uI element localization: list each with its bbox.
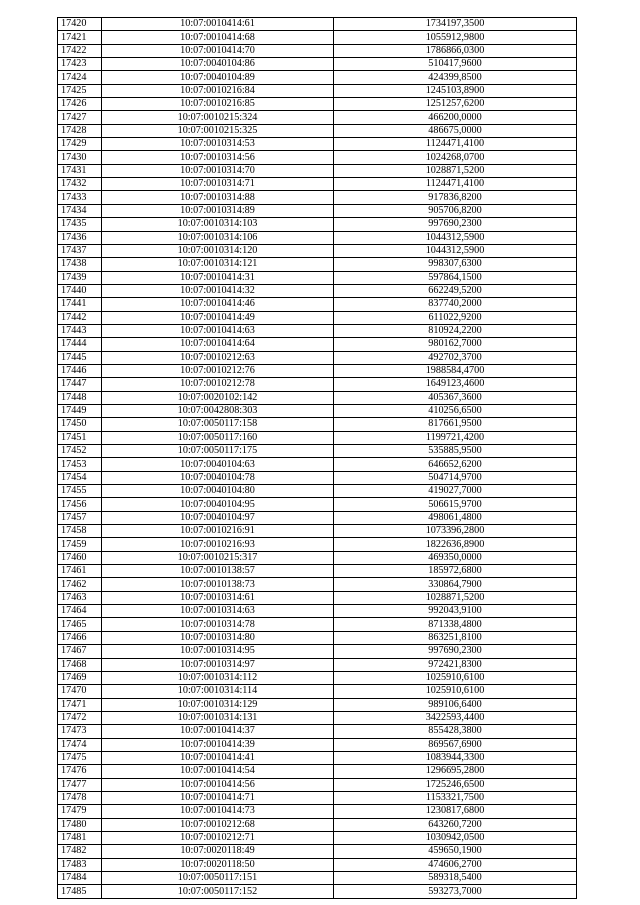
table-row (58, 658, 577, 671)
row-number-cell: 17431 (58, 164, 102, 177)
cadastral-value-cell: 643260,7200 (334, 818, 577, 831)
cadastral-value-cell: 980162,7000 (334, 338, 577, 351)
cadastral-number-cell: 10:07:0010414:32 (102, 284, 334, 297)
cadastral-value-cell: 410256,6500 (334, 404, 577, 417)
cadastral-number-cell: 10:07:0010414:73 (102, 805, 334, 818)
cadastral-number-cell: 10:07:0010314:95 (102, 645, 334, 658)
cadastral-value-cell: 611022,9200 (334, 311, 577, 324)
cadastral-number-cell: 10:07:0010314:89 (102, 204, 334, 217)
cadastral-number-cell: 10:07:0040104:95 (102, 498, 334, 511)
cadastral-value-cell: 1734197,3500 (334, 18, 577, 31)
table-row (58, 605, 577, 618)
table-row (58, 204, 577, 217)
row-number-cell: 17430 (58, 151, 102, 164)
row-number-cell: 17470 (58, 685, 102, 698)
cadastral-number-cell: 10:07:0042808:303 (102, 404, 334, 417)
cadastral-value-cell: 1725246,6500 (334, 778, 577, 791)
cadastral-value-cell: 185972,6800 (334, 565, 577, 578)
cadastral-number-cell: 10:07:0010314:61 (102, 591, 334, 604)
cadastral-number-cell: 10:07:0010138:73 (102, 578, 334, 591)
row-number-cell: 17461 (58, 565, 102, 578)
table-row (58, 418, 577, 431)
row-number-cell: 17459 (58, 538, 102, 551)
cadastral-value-cell: 597864,1500 (334, 271, 577, 284)
table-row (58, 498, 577, 511)
row-number-cell: 17475 (58, 751, 102, 764)
row-number-cell: 17473 (58, 725, 102, 738)
table-row (58, 298, 577, 311)
cadastral-number-cell: 10:07:0010215:324 (102, 111, 334, 124)
cadastral-number-cell: 10:07:0010414:39 (102, 738, 334, 751)
table-row (58, 738, 577, 751)
cadastral-value-cell: 1199721,4200 (334, 431, 577, 444)
cadastral-value-cell: 3422593,4400 (334, 711, 577, 724)
table-row (58, 685, 577, 698)
row-number-cell: 17439 (58, 271, 102, 284)
cadastral-value-cell: 466200,0000 (334, 111, 577, 124)
cadastral-value-cell: 593273,7000 (334, 885, 577, 898)
cadastral-number-cell: 10:07:0010414:37 (102, 725, 334, 738)
cadastral-number-cell: 10:07:0010212:78 (102, 378, 334, 391)
table-row (58, 218, 577, 231)
row-number-cell: 17482 (58, 845, 102, 858)
cadastral-value-cell: 535885,9500 (334, 445, 577, 458)
row-number-cell: 17485 (58, 885, 102, 898)
table-row (58, 98, 577, 111)
table-row (58, 364, 577, 377)
table-row (58, 124, 577, 137)
cadastral-value-cell: 504714,9700 (334, 471, 577, 484)
cadastral-number-cell: 10:07:0010314:121 (102, 258, 334, 271)
cadastral-number-cell: 10:07:0010212:76 (102, 364, 334, 377)
cadastral-value-cell: 1030942,0500 (334, 831, 577, 844)
cadastral-value-cell: 405367,3600 (334, 391, 577, 404)
row-number-cell: 17480 (58, 818, 102, 831)
row-number-cell: 17440 (58, 284, 102, 297)
table-row (58, 378, 577, 391)
cadastral-number-cell: 10:07:0010314:63 (102, 605, 334, 618)
table-row (58, 845, 577, 858)
cadastral-value-cell: 1153321,7500 (334, 791, 577, 804)
cadastral-value-table (57, 17, 577, 899)
cadastral-number-cell: 10:07:0040104:63 (102, 458, 334, 471)
cadastral-value-cell: 972421,8300 (334, 658, 577, 671)
cadastral-number-cell: 10:07:0010414:64 (102, 338, 334, 351)
cadastral-value-cell: 1028871,5200 (334, 164, 577, 177)
cadastral-number-cell: 10:07:0010314:71 (102, 178, 334, 191)
table-row (58, 818, 577, 831)
row-number-cell: 17474 (58, 738, 102, 751)
table-row (58, 725, 577, 738)
cadastral-value-cell: 871338,4800 (334, 618, 577, 631)
cadastral-value-cell: 469350,0000 (334, 551, 577, 564)
cadastral-value-cell: 905706,8200 (334, 204, 577, 217)
table-row (58, 711, 577, 724)
row-number-cell: 17442 (58, 311, 102, 324)
cadastral-value-cell: 1245103,8900 (334, 84, 577, 97)
row-number-cell: 17468 (58, 658, 102, 671)
cadastral-number-cell: 10:07:0050117:158 (102, 418, 334, 431)
row-number-cell: 17426 (58, 98, 102, 111)
row-number-cell: 17456 (58, 498, 102, 511)
cadastral-number-cell: 10:07:0010314:97 (102, 658, 334, 671)
row-number-cell: 17449 (58, 404, 102, 417)
cadastral-value-cell: 855428,3800 (334, 725, 577, 738)
cadastral-value-cell: 330864,7900 (334, 578, 577, 591)
table-row (58, 31, 577, 44)
table-row (58, 71, 577, 84)
cadastral-number-cell: 10:07:0010414:41 (102, 751, 334, 764)
cadastral-value-cell: 1028871,5200 (334, 591, 577, 604)
cadastral-number-cell: 10:07:0010414:31 (102, 271, 334, 284)
cadastral-number-cell: 10:07:0010216:84 (102, 84, 334, 97)
row-number-cell: 17443 (58, 324, 102, 337)
cadastral-value-cell: 419027,7000 (334, 485, 577, 498)
cadastral-number-cell: 10:07:0010216:91 (102, 525, 334, 538)
cadastral-number-cell: 10:07:0010314:56 (102, 151, 334, 164)
table-row (58, 791, 577, 804)
cadastral-number-cell: 10:07:0020118:49 (102, 845, 334, 858)
cadastral-value-cell: 997690,2300 (334, 645, 577, 658)
row-number-cell: 17438 (58, 258, 102, 271)
cadastral-number-cell: 10:07:0010314:80 (102, 631, 334, 644)
cadastral-number-cell: 10:07:0010414:61 (102, 18, 334, 31)
row-number-cell: 17481 (58, 831, 102, 844)
cadastral-value-cell: 1124471,4100 (334, 178, 577, 191)
row-number-cell: 17457 (58, 511, 102, 524)
table-row (58, 391, 577, 404)
cadastral-number-cell: 10:07:0010314:112 (102, 671, 334, 684)
table-row (58, 565, 577, 578)
table-row (58, 191, 577, 204)
cadastral-value-cell: 1044312,5900 (334, 231, 577, 244)
row-number-cell: 17433 (58, 191, 102, 204)
cadastral-value-cell: 1025910,6100 (334, 685, 577, 698)
cadastral-value-cell: 869567,6900 (334, 738, 577, 751)
cadastral-value-cell: 1296695,2800 (334, 765, 577, 778)
row-number-cell: 17466 (58, 631, 102, 644)
cadastral-value-cell: 1024268,0700 (334, 151, 577, 164)
cadastral-value-cell: 1055912,9800 (334, 31, 577, 44)
table-row (58, 351, 577, 364)
row-number-cell: 17445 (58, 351, 102, 364)
table-row (58, 485, 577, 498)
table-row (58, 324, 577, 337)
row-number-cell: 17465 (58, 618, 102, 631)
row-number-cell: 17427 (58, 111, 102, 124)
table-row (58, 271, 577, 284)
cadastral-value-cell: 589318,5400 (334, 872, 577, 885)
row-number-cell: 17420 (58, 18, 102, 31)
cadastral-number-cell: 10:07:0010314:106 (102, 231, 334, 244)
table-row (58, 231, 577, 244)
cadastral-number-cell: 10:07:0010314:114 (102, 685, 334, 698)
row-number-cell: 17467 (58, 645, 102, 658)
cadastral-number-cell: 10:07:0010314:129 (102, 698, 334, 711)
cadastral-value-cell: 459650,1900 (334, 845, 577, 858)
cadastral-value-cell: 1230817,6800 (334, 805, 577, 818)
cadastral-number-cell: 10:07:0050117:151 (102, 872, 334, 885)
table-row (58, 404, 577, 417)
cadastral-number-cell: 10:07:0020102:142 (102, 391, 334, 404)
cadastral-value-cell: 997690,2300 (334, 218, 577, 231)
row-number-cell: 17434 (58, 204, 102, 217)
table-row (58, 538, 577, 551)
cadastral-number-cell: 10:07:0010414:68 (102, 31, 334, 44)
table-row (58, 631, 577, 644)
cadastral-number-cell: 10:07:0050117:152 (102, 885, 334, 898)
cadastral-number-cell: 10:07:0010314:120 (102, 244, 334, 257)
table-row (58, 471, 577, 484)
table-row (58, 431, 577, 444)
cadastral-value-cell: 506615,9700 (334, 498, 577, 511)
cadastral-number-cell: 10:07:0010314:78 (102, 618, 334, 631)
cadastral-number-cell: 10:07:0040104:86 (102, 58, 334, 71)
cadastral-value-cell: 510417,9600 (334, 58, 577, 71)
table-row (58, 58, 577, 71)
row-number-cell: 17477 (58, 778, 102, 791)
table-row (58, 151, 577, 164)
cadastral-value-cell: 492702,3700 (334, 351, 577, 364)
cadastral-number-cell: 10:07:0010138:57 (102, 565, 334, 578)
cadastral-value-cell: 1124471,4100 (334, 138, 577, 151)
cadastral-value-cell: 424399,8500 (334, 71, 577, 84)
table-row (58, 751, 577, 764)
row-number-cell: 17471 (58, 698, 102, 711)
cadastral-value-cell: 646652,6200 (334, 458, 577, 471)
row-number-cell: 17479 (58, 805, 102, 818)
cadastral-value-cell: 1251257,6200 (334, 98, 577, 111)
table-row (58, 338, 577, 351)
cadastral-value-cell: 1044312,5900 (334, 244, 577, 257)
cadastral-value-cell: 662249,5200 (334, 284, 577, 297)
cadastral-number-cell: 10:07:0010215:317 (102, 551, 334, 564)
row-number-cell: 17432 (58, 178, 102, 191)
row-number-cell: 17425 (58, 84, 102, 97)
cadastral-number-cell: 10:07:0010314:131 (102, 711, 334, 724)
cadastral-number-cell: 10:07:0040104:89 (102, 71, 334, 84)
row-number-cell: 17483 (58, 858, 102, 871)
cadastral-number-cell: 10:07:0010314:103 (102, 218, 334, 231)
cadastral-number-cell: 10:07:0010215:325 (102, 124, 334, 137)
cadastral-value-cell: 474606,2700 (334, 858, 577, 871)
table-row (58, 591, 577, 604)
row-number-cell: 17460 (58, 551, 102, 564)
table-row (58, 138, 577, 151)
table-row (58, 885, 577, 898)
table-row (58, 578, 577, 591)
table-row (58, 284, 577, 297)
table-row (58, 44, 577, 57)
cadastral-value-cell: 992043,9100 (334, 605, 577, 618)
cadastral-number-cell: 10:07:0010216:85 (102, 98, 334, 111)
cadastral-value-cell: 1988584,4700 (334, 364, 577, 377)
table-row (58, 511, 577, 524)
table-row (58, 18, 577, 31)
row-number-cell: 17450 (58, 418, 102, 431)
cadastral-value-cell: 1025910,6100 (334, 671, 577, 684)
table-row (58, 765, 577, 778)
cadastral-number-cell: 10:07:0010314:70 (102, 164, 334, 177)
row-number-cell: 17436 (58, 231, 102, 244)
cadastral-value-cell: 1822636,8900 (334, 538, 577, 551)
cadastral-value-cell: 498061,4800 (334, 511, 577, 524)
row-number-cell: 17422 (58, 44, 102, 57)
row-number-cell: 17451 (58, 431, 102, 444)
table-row (58, 778, 577, 791)
table-row (58, 671, 577, 684)
table-row (58, 551, 577, 564)
row-number-cell: 17453 (58, 458, 102, 471)
cadastral-number-cell: 10:07:0010414:70 (102, 44, 334, 57)
cadastral-number-cell: 10:07:0010212:63 (102, 351, 334, 364)
cadastral-value-cell: 998307,6300 (334, 258, 577, 271)
cadastral-number-cell: 10:07:0040104:78 (102, 471, 334, 484)
row-number-cell: 17423 (58, 58, 102, 71)
row-number-cell: 17463 (58, 591, 102, 604)
cadastral-value-cell: 1073396,2800 (334, 525, 577, 538)
table-row (58, 84, 577, 97)
cadastral-value-cell: 989106,6400 (334, 698, 577, 711)
row-number-cell: 17444 (58, 338, 102, 351)
row-number-cell: 17447 (58, 378, 102, 391)
row-number-cell: 17428 (58, 124, 102, 137)
table-row (58, 244, 577, 257)
row-number-cell: 17437 (58, 244, 102, 257)
table-row (58, 645, 577, 658)
table-row (58, 445, 577, 458)
table-row (58, 178, 577, 191)
row-number-cell: 17455 (58, 485, 102, 498)
row-number-cell: 17441 (58, 298, 102, 311)
row-number-cell: 17462 (58, 578, 102, 591)
cadastral-number-cell: 10:07:0040104:80 (102, 485, 334, 498)
cadastral-number-cell: 10:07:0050117:175 (102, 445, 334, 458)
row-number-cell: 17476 (58, 765, 102, 778)
row-number-cell: 17469 (58, 671, 102, 684)
row-number-cell: 17421 (58, 31, 102, 44)
cadastral-number-cell: 10:07:0050117:160 (102, 431, 334, 444)
table-row (58, 525, 577, 538)
row-number-cell: 17478 (58, 791, 102, 804)
cadastral-value-cell: 917836,8200 (334, 191, 577, 204)
row-number-cell: 17458 (58, 525, 102, 538)
cadastral-number-cell: 10:07:0010314:53 (102, 138, 334, 151)
cadastral-value-cell: 1083944,3300 (334, 751, 577, 764)
cadastral-value-cell: 486675,0000 (334, 124, 577, 137)
table-body (58, 18, 577, 899)
row-number-cell: 17454 (58, 471, 102, 484)
cadastral-value-cell: 837740,2000 (334, 298, 577, 311)
cadastral-number-cell: 10:07:0010212:71 (102, 831, 334, 844)
row-number-cell: 17435 (58, 218, 102, 231)
cadastral-value-cell: 810924,2200 (334, 324, 577, 337)
table-row (58, 805, 577, 818)
table-row (58, 618, 577, 631)
row-number-cell: 17446 (58, 364, 102, 377)
cadastral-value-cell: 817661,9500 (334, 418, 577, 431)
table-row (58, 831, 577, 844)
row-number-cell: 17484 (58, 872, 102, 885)
table-row (58, 872, 577, 885)
cadastral-number-cell: 10:07:0010216:93 (102, 538, 334, 551)
row-number-cell: 17472 (58, 711, 102, 724)
cadastral-number-cell: 10:07:0010314:88 (102, 191, 334, 204)
table-row (58, 858, 577, 871)
cadastral-number-cell: 10:07:0040104:97 (102, 511, 334, 524)
row-number-cell: 17448 (58, 391, 102, 404)
cadastral-value-cell: 1786866,0300 (334, 44, 577, 57)
cadastral-number-cell: 10:07:0010414:71 (102, 791, 334, 804)
cadastral-number-cell: 10:07:0010212:68 (102, 818, 334, 831)
cadastral-value-cell: 863251,8100 (334, 631, 577, 644)
row-number-cell: 17464 (58, 605, 102, 618)
table-row (58, 258, 577, 271)
table-row (58, 164, 577, 177)
cadastral-number-cell: 10:07:0020118:50 (102, 858, 334, 871)
table-row (58, 458, 577, 471)
cadastral-number-cell: 10:07:0010414:56 (102, 778, 334, 791)
table-row (58, 311, 577, 324)
row-number-cell: 17452 (58, 445, 102, 458)
row-number-cell: 17424 (58, 71, 102, 84)
cadastral-number-cell: 10:07:0010414:46 (102, 298, 334, 311)
table-row (58, 698, 577, 711)
row-number-cell: 17429 (58, 138, 102, 151)
table-row (58, 111, 577, 124)
cadastral-number-cell: 10:07:0010414:49 (102, 311, 334, 324)
cadastral-number-cell: 10:07:0010414:63 (102, 324, 334, 337)
cadastral-value-cell: 1649123,4600 (334, 378, 577, 391)
cadastral-number-cell: 10:07:0010414:54 (102, 765, 334, 778)
